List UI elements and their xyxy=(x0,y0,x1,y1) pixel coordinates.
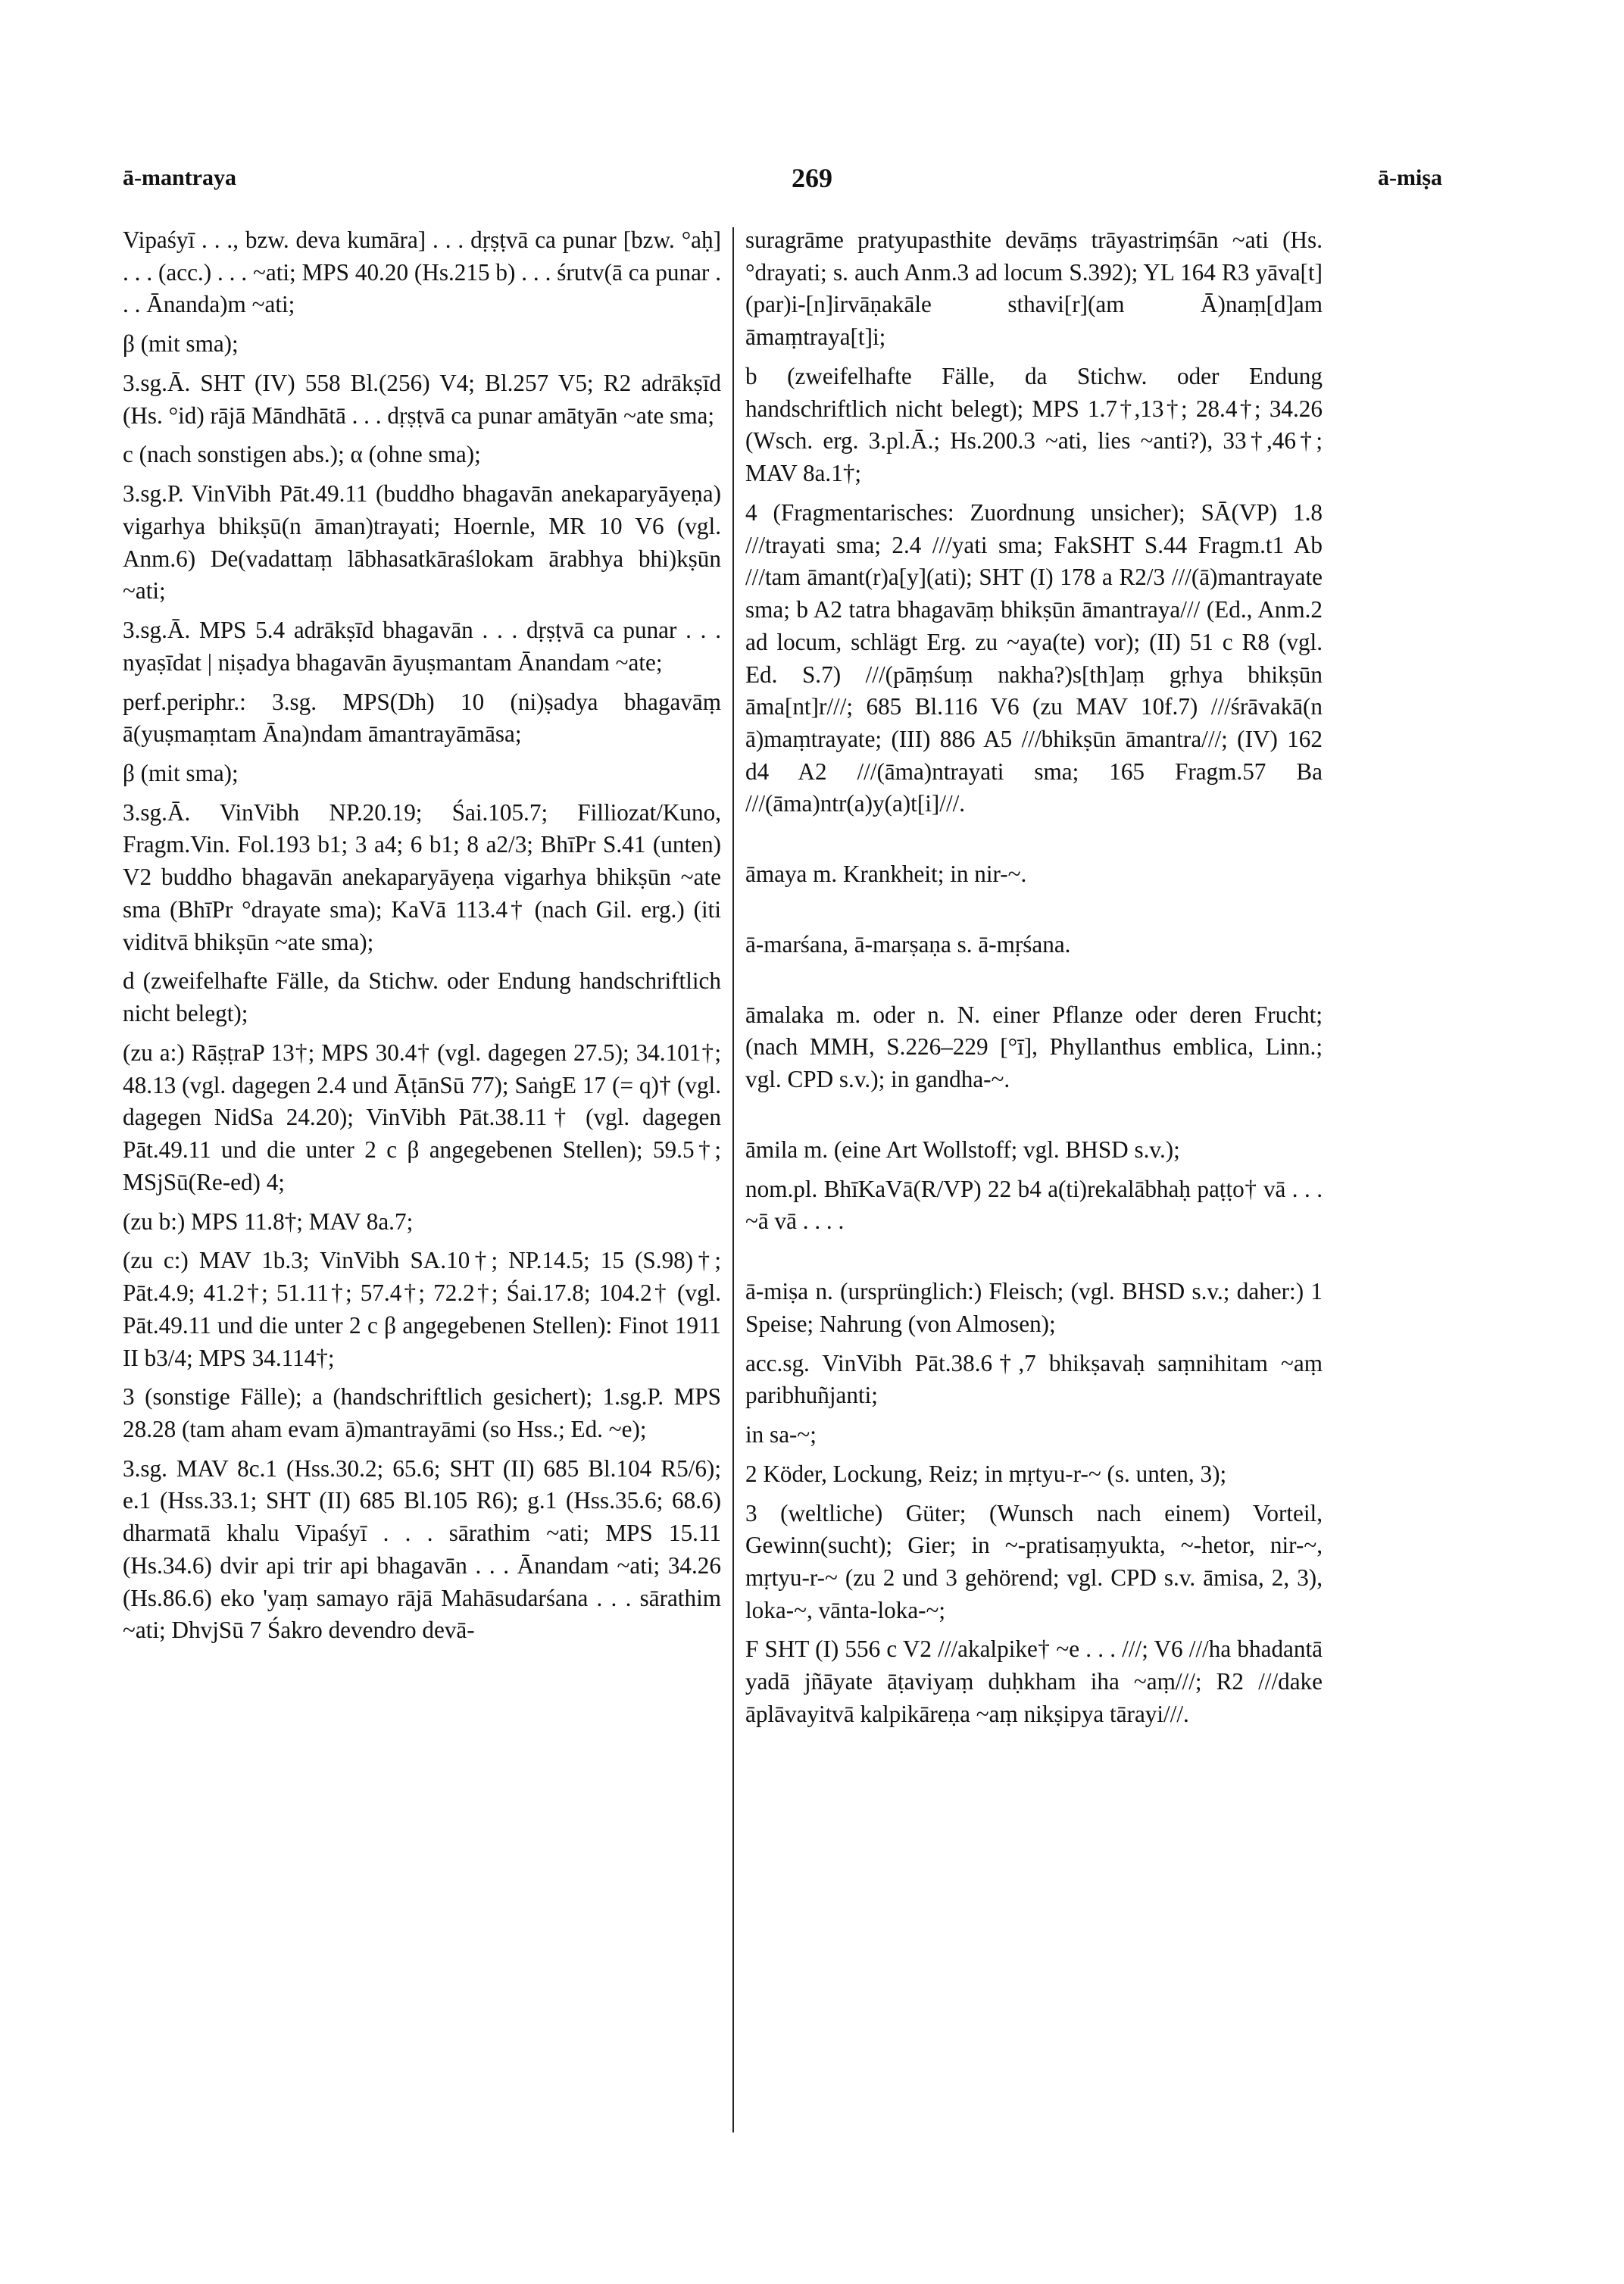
page-number: 269 xyxy=(792,163,832,193)
paragraph: 3.sg.Ā. SHT (IV) 558 Bl.(256) V4; Bl.257 V5; R2 adrākṣīd (Hs. °id) rājā Māndhātā . . . dṛṣṭvā ca punar amātyān ~ate sma; xyxy=(123,369,721,429)
entry-amaya: āmaya m. Krankheit; in nir-~. xyxy=(745,861,1027,888)
column-divider xyxy=(732,227,734,2132)
header-left-headword: ā-mantraya xyxy=(123,165,236,190)
paragraph: perf.periphr.: 3.sg. MPS(Dh) 10 (ni)ṣadya bhagavāṃ ā(yuṣmaṃtam Āna)ndam āmantrayāmāsa; xyxy=(123,688,721,748)
left-column xyxy=(123,224,721,1654)
paragraph: in sa-~; xyxy=(745,1421,817,1448)
paragraph: 3 (sonstige Fälle); a (handschriftlich gesichert); 1.sg.P. MPS 28.28 (tam aham evam ā)mantrayāmi (so Hss.; Ed. ~e); xyxy=(123,1383,721,1442)
paragraph: (zu b:) MPS 11.8†; MAV 8a.7; xyxy=(123,1208,414,1235)
paragraph: (zu c:) MAV 1b.3; VinVibh SA.10†; NP.14.5; 15 (S.98)†; Pāt.4.9; 41.2†; 51.11†; 57.4†; 72.2†; Śai.17.8; 104.2† (vgl. Pāt.49.11 und die unter 2 c β angegebenen Stellen): Finot 1911 II b3/4; MPS 34.114†; xyxy=(123,1247,721,1371)
entry-amalaka: āmalaka m. oder n. N. einer Pflanze oder deren Frucht; (nach MMH, S.226–229 [°ī], Phyllanthus emblica, Linn.; vgl. CPD s.v.); in gandha-~. xyxy=(745,1001,1323,1093)
paragraph: β (mit sma); xyxy=(123,760,239,787)
right-column xyxy=(745,224,1323,1738)
entry-amarsana: ā-marśana, ā-marṣaṇa s. ā-mṛśana. xyxy=(745,930,1071,958)
paragraph: c (nach sonstigen abs.); α (ohne sma); xyxy=(123,441,481,468)
paragraph: 3.sg. MAV 8c.1 (Hss.30.2; 65.6; SHT (II) 685 Bl.104 R5/6); e.1 (Hss.33.1; SHT (II) 685 Bl.105 R6); g.1 (Hss.35.6; 68.6) dharmatā khalu Vipaśyī . . . sārathim ~ati; MPS 15.11 (Hs.34.6) dvir api trir api bhagavān . . . Ānandam ~ati; 34.26 (Hs.86.6) eko 'yaṃ samayo rājā Mahāsudarśana . . . sārathim ~ati; DhvjSū 7 Śakro devendro devā- xyxy=(123,1454,721,1644)
paragraph: b (zweifelhafte Fälle, da Stichw. oder Endung handschriftlich nicht belegt); MPS 1.7†,13†; 28.4†; 34.26 (Wsch. erg. 3.pl.Ā.; Hs.200.3 ~ati, lies ~anti?), 33†,46†; MAV 8a.1†; xyxy=(745,362,1323,487)
paragraph: F SHT (I) 556 c V2 ///akalpike† ~e . . . ///; V6 ///ha bhadantā yadā jñāyate āṭaviyaṃ duḥkham iha ~aṃ///; R2 ///dake āplāvayitvā kalpikāreṇa ~aṃ nikṣipya tārayi///. xyxy=(745,1636,1323,1727)
paragraph: nom.pl. BhīKaVā(R/VP) 22 b4 a(ti)rekalābhaḥ paṭṭo† vā . . . ~ā vā . . . . xyxy=(745,1175,1323,1235)
paragraph: d (zweifelhafte Fälle, da Stichw. oder Endung handschriftlich nicht belegt); xyxy=(123,967,721,1027)
header-right-headword: ā-miṣa xyxy=(1378,165,1442,190)
paragraph: (zu a:) RāṣṭraP 13†; MPS 30.4† (vgl. dagegen 27.5); 34.101†; 48.13 (vgl. dagegen 2.4 und ĀṭānSū 77); SaṅgE 17 (= q)† (vgl. dagegen NidSa 24.20); VinVibh Pāt.38.11† (vgl. dagegen Pāt.49.11 und die unter 2 c β angegebenen Stellen); 59.5†; MSjSū(Re-ed) 4; xyxy=(123,1039,721,1195)
paragraph: 4 (Fragmentarisches: Zuordnung unsicher); SĀ(VP) 1.8 ///trayati sma; 2.4 ///yati sma; FakSHT S.44 Fragm.t1 Ab ///tam āmant(r)a[y](ati); SHT (I) 178 a R2/3 ///(ā)mantrayate sma; b A2 tatra bhagavāṃ bhikṣūn āmantraya/// (Ed., Anm.2 ad locum, schlägt Erg. zu ~aya(te) vor); (II) 51 c R8 (vgl. Ed. S.7) ///(pāṃśuṃ nakha?)s[th]aṃ gṛhya bhikṣūn āma[nt]r///; 685 Bl.116 V6 (zu MAV 10f.7) ///śrāvakā(n ā)maṃtrayate; (III) 886 A5 ///bhikṣūn āmantra///; (IV) 162 d4 A2 ///(āma)ntrayati sma; 165 Fragm.57 Ba ///(āma)ntr(a)y(a)t[i]///. xyxy=(745,498,1323,817)
paragraph: 3.sg.Ā. MPS 5.4 adrākṣīd bhagavān . . . dṛṣṭvā ca punar . . . nyaṣīdat | niṣadya bhagavān āyuṣmantam Ānandam ~ate; xyxy=(123,617,721,676)
paragraph: β (mit sma); xyxy=(123,330,239,358)
paragraph: 2 Köder, Lockung, Reiz; in mṛtyu-r-~ (s. unten, 3); xyxy=(745,1460,1227,1487)
paragraph: 3.sg.P. VinVibh Pāt.49.11 (buddho bhagavān anekaparyāyeṇa) vigarhya bhikṣū(n āman)trayati; Hoernle, MR 10 V6 (vgl. Anm.6) De(vadattaṃ lābhasatkāraślokam ārabhya bhi)kṣūn ~ati; xyxy=(123,480,721,605)
entry-amisa: ā-miṣa n. (ursprünglich:) Fleisch; (vgl. BHSD s.v.; daher:) 1 Speise; Nahrung (von Almosen); xyxy=(745,1278,1323,1337)
entry-amila: āmila m. (eine Art Wollstoff; vgl. BHSD s.v.); xyxy=(745,1136,1180,1163)
paragraph: acc.sg. VinVibh Pāt.38.6†,7 bhikṣavaḥ saṃnihitam ~aṃ paribhuñjanti; xyxy=(745,1349,1323,1409)
paragraph: 3 (weltliche) Güter; (Wunsch nach einem) Vorteil, Gewinn(sucht); Gier; in ~-pratisaṃyukta, ~-hetor, nir-~, mṛtyu-r-~ (zu 2 und 3 gehörend; vgl. CPD s.v. āmisa, 2, 3), loka-~, vānta-loka-~; xyxy=(745,1499,1323,1623)
paragraph: suragrāme pratyupasthite devāṃs trāyastriṃśān ~ati (Hs. °drayati; s. auch Anm.3 ad locum S.392); YL 164 R3 yāva[t] (par)i-[n]irvāṇakāle sthavi[r](am Ā)naṃ[d]am āmaṃtraya[t]i; xyxy=(745,227,1323,351)
paragraph: 3.sg.Ā. VinVibh NP.20.19; Śai.105.7; Filliozat/Kuno, Fragm.Vin. Fol.193 b1; 3 a4; 6 b1; 8 a2/3; BhīPr S.41 (unten) V2 buddho bhagavān anekaparyāyeṇa vigarhya bhikṣūn ~ate sma (BhīPr °drayate sma); KaVā 113.4† (nach Gil. erg.) (iti viditvā bhikṣūn ~ate sma); xyxy=(123,798,721,955)
paragraph: Vipaśyī . . ., bzw. deva kumāra] . . . dṛṣṭvā ca punar [bzw. °aḥ] . . . (acc.) . . . ~ati; MPS 40.20 (Hs.215 b) . . . śrutv(ā ca punar . . . Ānanda)m ~ati; xyxy=(123,227,721,318)
